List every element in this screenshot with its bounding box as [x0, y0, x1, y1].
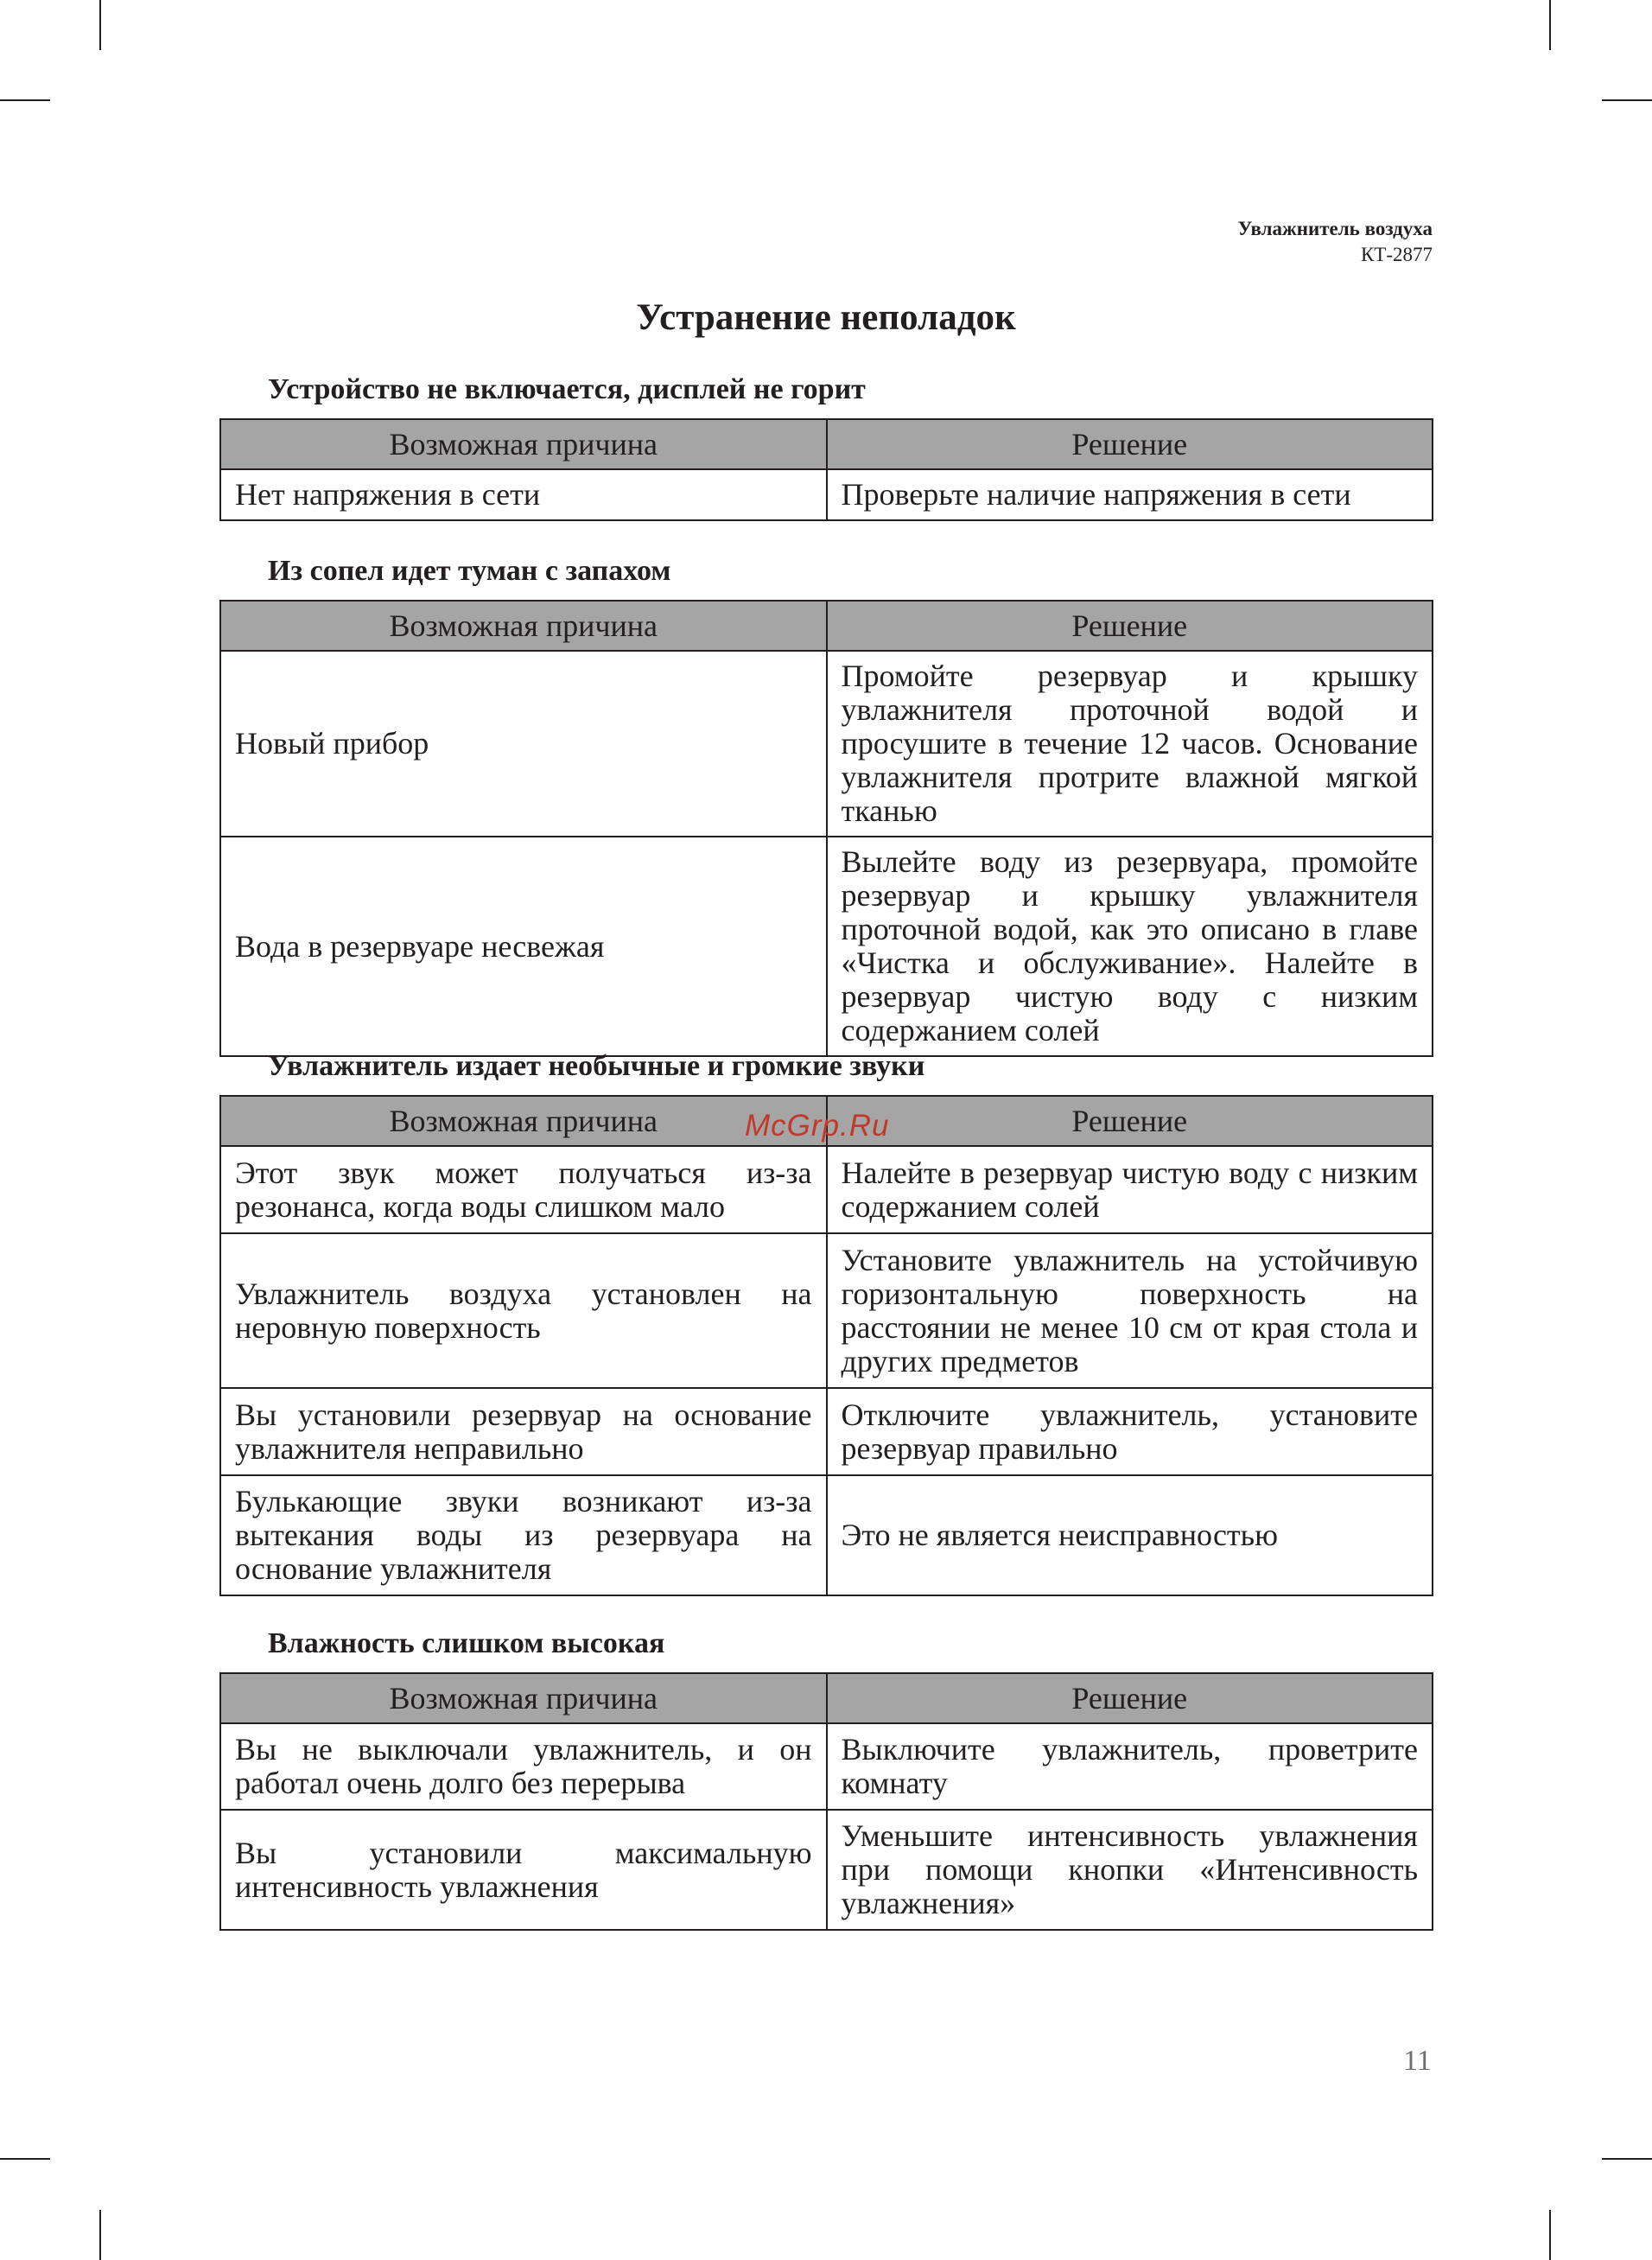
section-title: Устройство не включается, дисплей не горит	[268, 373, 866, 405]
header-solution: Решение	[827, 1673, 1433, 1723]
header-cause: Возможная причина	[220, 601, 827, 651]
table-row	[220, 1810, 1433, 1930]
solution-cell: Проверьте наличие напряжения в сети	[827, 469, 1433, 520]
crop-mark	[0, 99, 50, 101]
crop-mark	[1549, 2210, 1551, 2260]
solution-cell: Налейте в резервуар чистую воду с низким содержанием солей	[827, 1146, 1433, 1233]
crop-mark	[1549, 0, 1551, 50]
header-cause: Возможная причина	[220, 419, 827, 469]
crop-mark	[0, 2158, 50, 2160]
table-row	[220, 1475, 1433, 1595]
cause-cell: Нет напряжения в сети	[220, 469, 827, 520]
header-cause: Возможная причина	[220, 1096, 827, 1146]
solution-cell: Промойте резервуар и крышку увлажнителя проточной водой и просушите в течение 12 часов. Основание увлажнителя протрите влажной мягкой тканью	[827, 651, 1433, 837]
watermark: McGrp.Ru	[745, 1109, 890, 1143]
cause-cell: Вы не выключали увлажнитель, и он работал очень долго без перерыва	[220, 1723, 827, 1810]
solution-cell: Это не является неисправностью	[827, 1475, 1433, 1595]
product-name: Увлажнитель воздуха	[1237, 218, 1433, 239]
table-row	[220, 469, 1433, 520]
table-row	[220, 1723, 1433, 1810]
troubleshooting-table	[219, 1095, 1433, 1596]
header-solution: Решение	[827, 419, 1433, 469]
page-title: Устранение неполадок	[636, 297, 1016, 338]
cause-cell: Этот звук может получаться из-за резонанса, когда воды слишком мало	[220, 1146, 827, 1233]
cause-cell: Новый прибор	[220, 651, 827, 837]
table-row	[220, 651, 1433, 837]
table-row	[220, 837, 1433, 1056]
cause-cell: Вы установили максимальную интенсивность увлажнения	[220, 1810, 827, 1930]
troubleshooting-table	[219, 600, 1433, 1057]
cause-cell: Вы установили резервуар на основание увлажнителя неправильно	[220, 1388, 827, 1475]
page-number: 11	[1403, 2045, 1432, 2077]
solution-cell: Выключите увлажнитель, проветрите комнату	[827, 1723, 1433, 1810]
crop-mark	[99, 0, 101, 50]
model-number: КТ-2877	[1360, 244, 1433, 265]
troubleshooting-table	[219, 418, 1433, 521]
solution-cell: Уменьшите интенсивность увлажнения при помощи кнопки «Интенсивность увлажнения»	[827, 1810, 1433, 1930]
table-row	[220, 1388, 1433, 1475]
table-row	[220, 1146, 1433, 1233]
table-header-row	[220, 419, 1433, 469]
crop-mark	[1602, 99, 1652, 101]
solution-cell: Установите увлажнитель на устойчивую горизонтальную поверхность на расстоянии не менее 10 см от края стола и других предметов	[827, 1233, 1433, 1388]
cause-cell: Увлажнитель воздуха установлен на неровную поверхность	[220, 1233, 827, 1388]
table-header-row	[220, 1673, 1433, 1723]
header-solution: Решение	[827, 601, 1433, 651]
crop-mark	[99, 2210, 101, 2260]
troubleshooting-table	[219, 1672, 1433, 1931]
header-cause: Возможная причина	[220, 1673, 827, 1723]
cause-cell: Булькающие звуки возникают из-за вытекания воды из резервуара на основание увлажнителя	[220, 1475, 827, 1595]
crop-mark	[1602, 2158, 1652, 2160]
table-header-row	[220, 601, 1433, 651]
solution-cell: Вылейте воду из резервуара, промойте резервуар и крышку увлажнителя проточной водой, как это описано в главе «Чистка и обслуживание». Налейте в резервуар чистую воду с низким содержанием солей	[827, 837, 1433, 1056]
section-title: Из сопел идет туман с запахом	[268, 555, 671, 587]
header-solution: Решение	[827, 1096, 1433, 1146]
section-title: Влажность слишком высокая	[268, 1627, 665, 1659]
section-title: Увлажнитель издает необычные и громкие звуки	[268, 1050, 925, 1082]
solution-cell: Отключите увлажнитель, установите резервуар правильно	[827, 1388, 1433, 1475]
table-row	[220, 1233, 1433, 1388]
cause-cell: Вода в резервуаре несвежая	[220, 837, 827, 1056]
page-header	[1238, 216, 1433, 268]
